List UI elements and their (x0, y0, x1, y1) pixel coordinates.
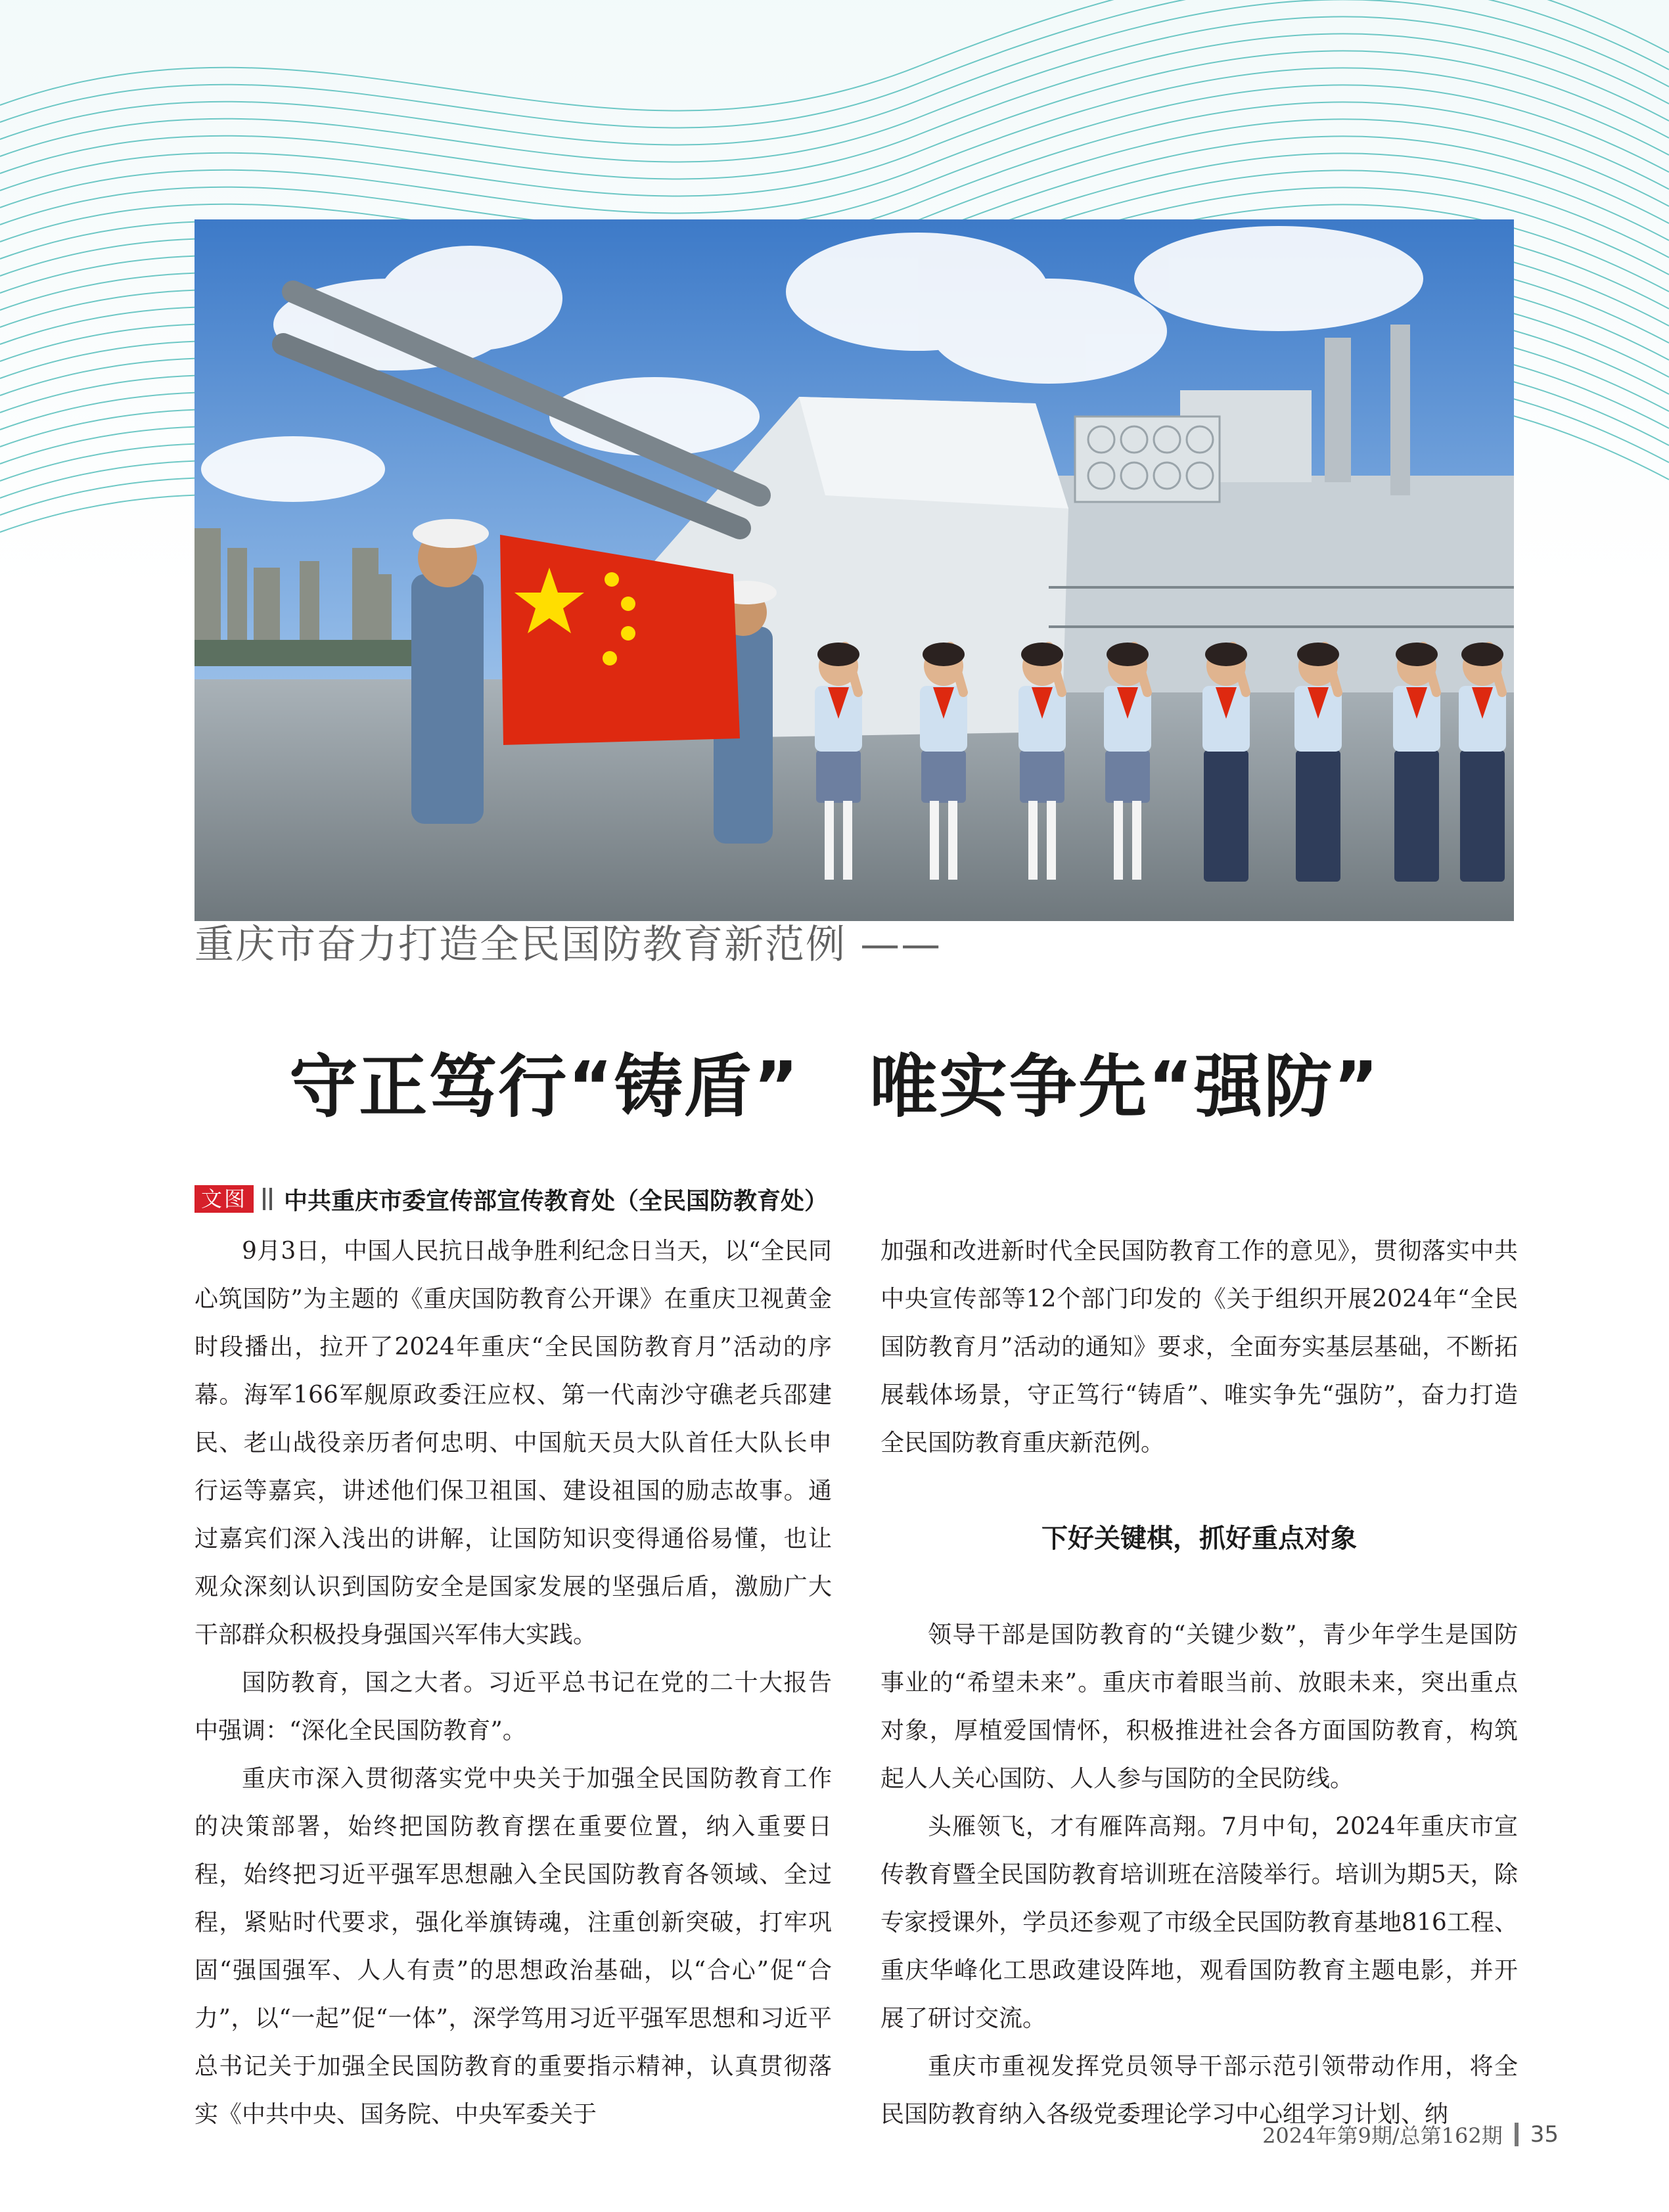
child-leg (1114, 801, 1123, 880)
article-kicker: 重庆市奋力打造全民国防教育新范例 —— (194, 922, 942, 968)
paragraph: 9月3日，中国人民抗日战争胜利纪念日当天，以“全民同心筑国防”为主题的《重庆国防教育公开课》在重庆卫视黄金时段播出，拉开了2024年重庆“全民国防教育月”活动的序幕。海军166军舰原政委汪应权、第一代南沙守礁老兵邵建民、老山战役亲历者何忠明、中国航天员大队首任大队长申行运等嘉宾，讲述他们保卫祖国、建设祖国的励志故事。通过嘉宾们深入浅出的讲解，让国防知识变得通俗易懂，也让观众深刻认识到国防安全是国家发展的坚强后盾，激励广大干部群众积极投身强国兴军伟大实践。 (194, 1238, 832, 1648)
byline-badge: 文图 (194, 1185, 254, 1213)
article-headline: 守正笃行“铸盾” 唯实争先“强防” (289, 1047, 1380, 1127)
page-footer (1262, 2119, 1559, 2150)
byline-author: 中共重庆市委宣传部宣传教育处（全民国防教育处） (284, 1187, 829, 1215)
cover-photo (194, 219, 1514, 921)
child-leg (825, 801, 834, 880)
section-heading: 下好关键棋，抓好重点对象 (1041, 1524, 1357, 1554)
child-leg (1132, 801, 1141, 880)
page-number: 35 (1530, 2121, 1559, 2148)
footer-divider (1515, 2123, 1519, 2146)
paragraph: 重庆市深入贯彻落实党中央关于加强全民国防教育工作的决策部署，始终把国防教育摆在重要位置，纳入重要日程，始终把习近平强军思想融入全民国防教育各领域、全过程，紧贴时代要求，强化举旗铸魂，注重创新突破，打牢巩固“强国强军、人人有责”的思想政治基础，以“合心”促“合力”，以“一起”促“一体”，深学笃用习近平强军思想和习近平总书记关于加强全民国防教育的重要指示精神，认真贯彻落实《中共中央、国务院、中央军委关于 (194, 1765, 832, 2128)
paragraph: 头雁领飞，才有雁阵高翔。7月中旬，2024年重庆市宣传教育暨全民国防教育培训班在涪陵举行。培训为期5天，除专家授课外，学员还参观了市级全民国防教育基地816工程、重庆华峰化工思政建设阵地，观看国防教育主题电影，并开展了研讨交流。 (880, 1813, 1518, 2032)
paragraph-continuation: 加强和改进新时代全民国防教育工作的意见》，贯彻落实中共中央宣传部等12个部门印发的《关于组织开展2024年“全民国防教育月”活动的通知》要求，全面夯实基层基础，不断拓展载体场景，守正笃行“铸盾”、唯实争先“强防”，奋力打造全民国防教育重庆新范例。 (880, 1238, 1518, 1456)
byline-divider (263, 1188, 265, 1210)
child-leg (1028, 801, 1038, 880)
child-leg (930, 801, 939, 880)
byline (194, 1184, 828, 1214)
byline-divider (269, 1188, 272, 1210)
left-column (194, 1227, 832, 2138)
paragraph: 国防教育，国之大者。习近平总书记在党的二十大报告中强调：“深化全民国防教育”。 (194, 1669, 832, 1744)
paragraph: 重庆市重视发挥党员领导干部示范引领带动作用，将全民国防教育纳入各级党委理论学习中心组学习计划、纳 (880, 2053, 1518, 2128)
child-leg (948, 801, 957, 880)
right-column (880, 1227, 1518, 2138)
paragraph: 领导干部是国防教育的“关键少数”，青少年学生是国防事业的“希望未来”。重庆市着眼当前、放眼未来，突出重点对象，厚植爱国情怀，积极推进社会各方面国防教育，构筑起人人关心国防、人人参与国防的全民防线。 (880, 1621, 1518, 1792)
issue-label: 2024年第9期/总第162期 (1262, 2123, 1503, 2148)
child-leg (843, 801, 852, 880)
child-leg (1047, 801, 1056, 880)
